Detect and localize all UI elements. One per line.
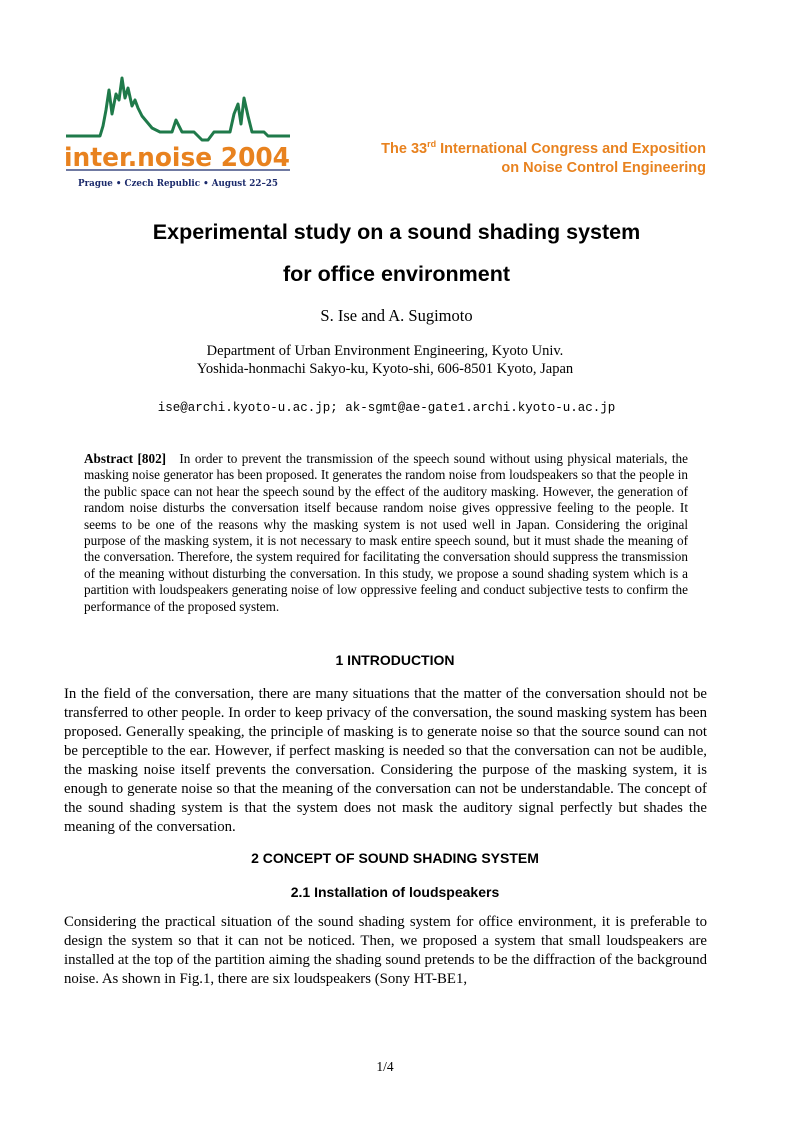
section-heading-concept: 2 CONCEPT OF SOUND SHADING SYSTEM (251, 850, 539, 866)
introduction-paragraph: In the field of the conversation, there are many situations that the matter of the conversation should not be transferred to other people. In order to keep privacy of the conversation, the sound masking system has been proposed. Generally speaking, the principle of masking is to generate noise so that the source sound can not be perceptible to the ear. However, if perfect masking is needed so that the conversation can not be audible, the masking noise itself prevents the conversation. Considering the purpose of the masking system, it is enough to generate noise so that the meaning of the conversation can not be understandable. The concept of the sound shading system is that the system does not mask the auditory signal perfectly but shades the meaning of the conversation. (64, 686, 707, 835)
page-number: 1/4 (376, 1059, 394, 1074)
congress-prefix: The 33 (381, 141, 428, 157)
congress-line-1-rest: International Congress and Exposition (436, 141, 706, 157)
section-heading-introduction: 1 INTRODUCTION (335, 652, 455, 668)
congress-ordinal: rd (427, 139, 437, 150)
paper-title-line-2: for office environment (283, 262, 510, 286)
abstract-text: In order to prevent the transmission of the speech sound without using physical materials, the masking noise generator has been proposed. It generates the random noise from loudspeakers so that the people in the public space can not hear the speech sound by the effect of the auditory masking. However, the generation of random noise disturbs the conversation itself because random noise gives oppressive feeling to the people. It seems to be one of the reasons why the masking system is not used well in Japan. Considering the original purpose of the masking system, it is not necessary to mask entire speech sound, but it must shade the meaning of the conversation. Therefore, the system required for facilitating the conversation should suppress the transmission of the meaning without disturbing the conversation. In this study, we propose a sound shading system which is a partition with loudspeakers generating noise of low oppressive feeling and conduct subjective tests to confirm the performance of the proposed system. (84, 451, 689, 614)
paper-authors: S. Ise and A. Sugimoto (320, 306, 473, 325)
congress-line-2: on Noise Control Engineering (501, 160, 706, 176)
affiliation-line-1: Department of Urban Environment Engineering, Kyoto Univ. (206, 343, 564, 359)
paper-title-line-1: Experimental study on a sound shading system (152, 220, 641, 244)
subsection-heading-installation: 2.1 Installation of loudspeakers (290, 884, 500, 900)
logo-wordmark: inter.noise 2004 (64, 143, 290, 173)
logo-tagline: Prague • Czech Republic • August 22–25 (78, 179, 278, 189)
prague-skyline-icon (64, 70, 296, 192)
congress-line-1 (381, 140, 706, 159)
affiliation (0, 342, 770, 378)
congress-title (381, 140, 706, 178)
abstract-label: Abstract [802] (84, 451, 167, 466)
internoise-2004-logo (64, 70, 296, 192)
affiliation-line-2: Yoshida-honmachi Sakyo-ku, Kyoto-shi, 606-8501 Kyoto, Japan (196, 361, 574, 377)
abstract (84, 451, 688, 615)
installation-paragraph: Considering the practical situation of the sound shading system for office environment, it is preferable to design the system so that it can not be noticed. Then, we proposed a system that small loudspeakers are installed at the top of the partition aiming the shading sound pretends to be the diffraction of the background noise. As shown in Fig.1, there are six loudspeakers (Sony HT-BE1, (64, 914, 707, 987)
author-emails: ise@archi.kyoto-u.ac.jp; ak-sgmt@ae-gate1.archi.kyoto-u.ac.jp (157, 401, 616, 415)
